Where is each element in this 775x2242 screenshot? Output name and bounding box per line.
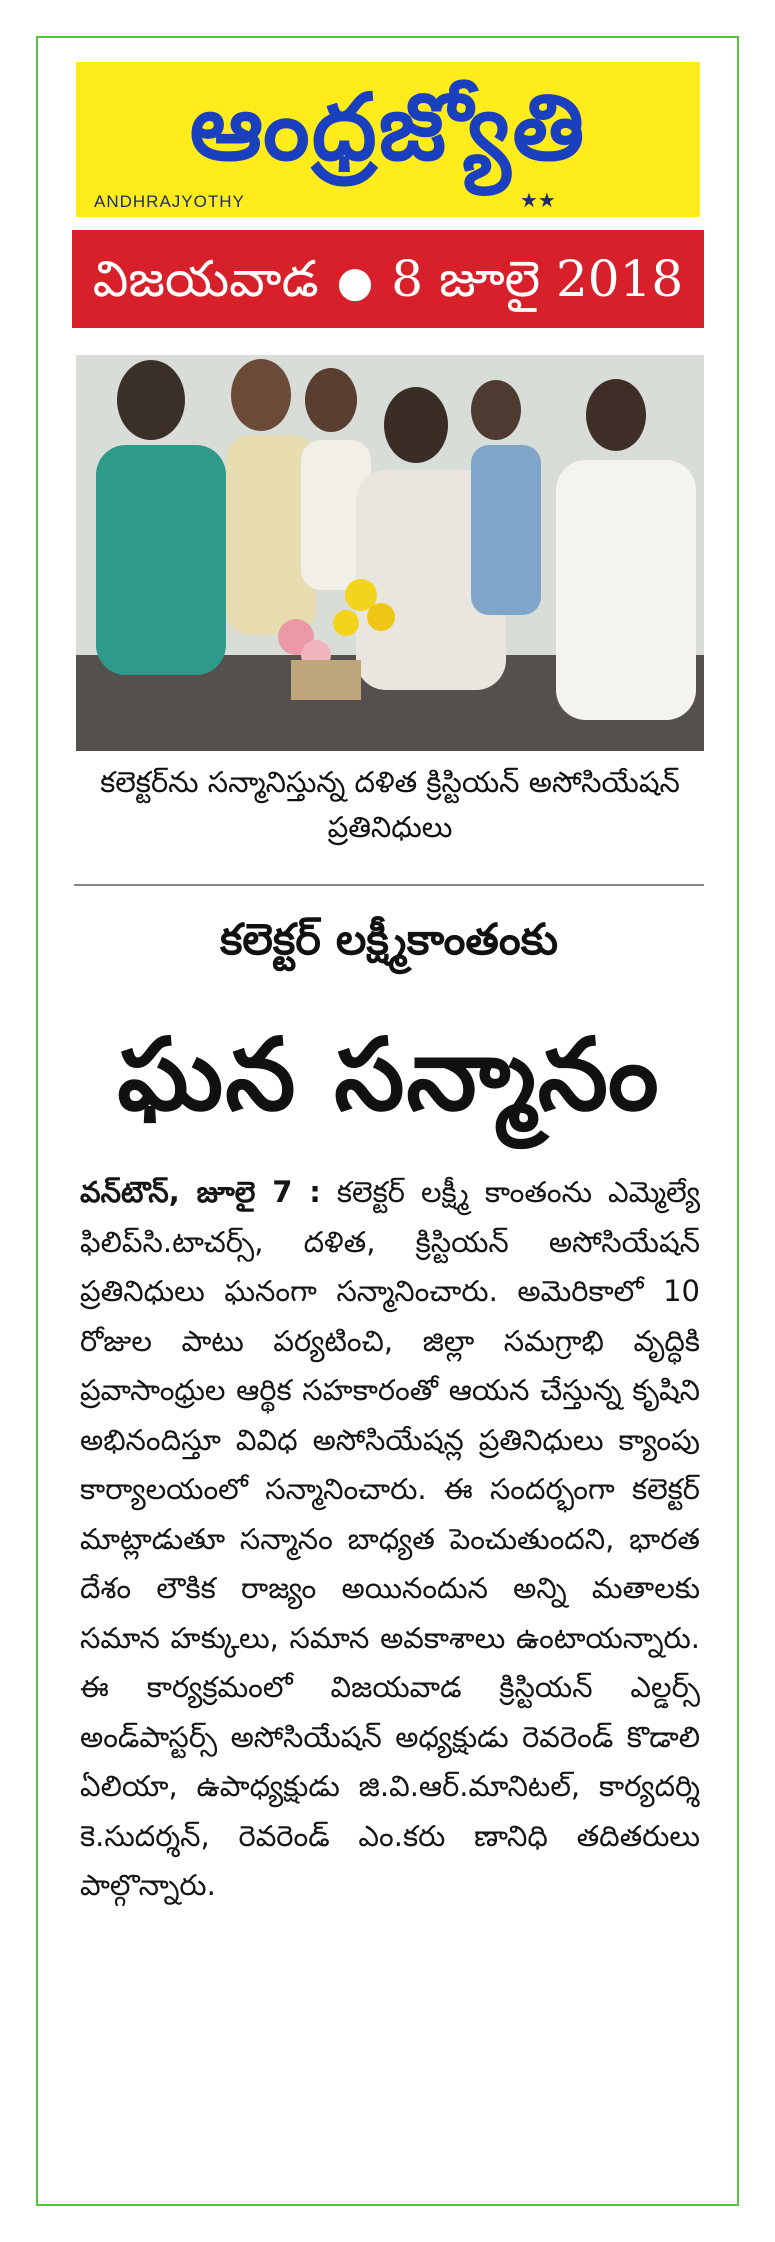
article-headline: ఘన సన్మానం — [117, 1016, 661, 1133]
masthead-title: ఆంధ్రజ్యోతి — [189, 74, 587, 181]
newspaper-masthead — [76, 62, 700, 217]
article-body — [80, 1168, 700, 1911]
news-photo — [76, 355, 704, 751]
article-body-text: కలెక్టర్ లక్ష్మీ కాంతంను ఎమ్మెల్యే ఫిలిప్‌సి.టాచర్స్, దళిత, క్రిస్టియన్ అసోసియేషన్ ప్రతినిధులు ఘనంగా సన్మానించారు. అమెరికాలో 10 రోజుల పాటు పర్యటించి, జిల్లా సమగ్రాభి వృద్ధికి ప్రవాసాంధ్రుల ఆర్థిక సహకారంతో ఆయన చేస్తున్న కృషిని అభినందిస్తూ వివిధ అసోసియేషన్ల ప్రతినిధులు క్యాంపు కార్యాలయంలో సన్మానించారు. ఈ సందర్భంగా కలెక్టర్ మాట్లాడుతూ సన్మానం బాధ్యత పెంచుతుందని, భారత దేశం లౌకిక రాజ్యం అయినందున అన్ని మతాలకు సమాన హక్కులు, సమాన అవకాశాలు ఉంటాయన్నారు. ఈ కార్యక్రమంలో విజయవాడ క్రిస్టియన్ ఎల్డర్స్ అండ్‌పాస్టర్స్ అసోసియేషన్ అధ్యక్షుడు రెవరెండ్ కొడాలి ఏలియా, ఉపాధ్యక్షుడు జి.వి.ఆర్.మానిటల్, కార్యదర్శి కె.సుదర్శన్, రెవరెండ్ ఎం.కరు ణానిధి తదితరులు పాల్గొన్నారు. — [80, 1175, 700, 1902]
article-dateline: వన్‌టౌన్, జూలై 7 : — [80, 1175, 321, 1209]
article-kicker: కలెక్టర్ లక్ష్మీకాంతంకు — [219, 915, 559, 965]
dateline-date: 8 జూలై 2018 — [391, 250, 684, 308]
photo-caption: కలెక్టర్‌ను సన్మానిస్తున్న దళిత క్రిస్టియన్ అసోసియేషన్ ప్రతినిధులు — [100, 765, 680, 844]
dateline-separator-icon: ● — [336, 257, 374, 306]
edition-dateline — [72, 230, 704, 328]
masthead-subtitle: ANDHRAJYOTHY — [94, 192, 245, 211]
news-photo-illustration — [76, 355, 704, 751]
dateline-city: విజయవాడ — [92, 250, 319, 308]
section-divider — [74, 884, 704, 886]
edition-stars-icon: ★★ — [520, 188, 556, 212]
